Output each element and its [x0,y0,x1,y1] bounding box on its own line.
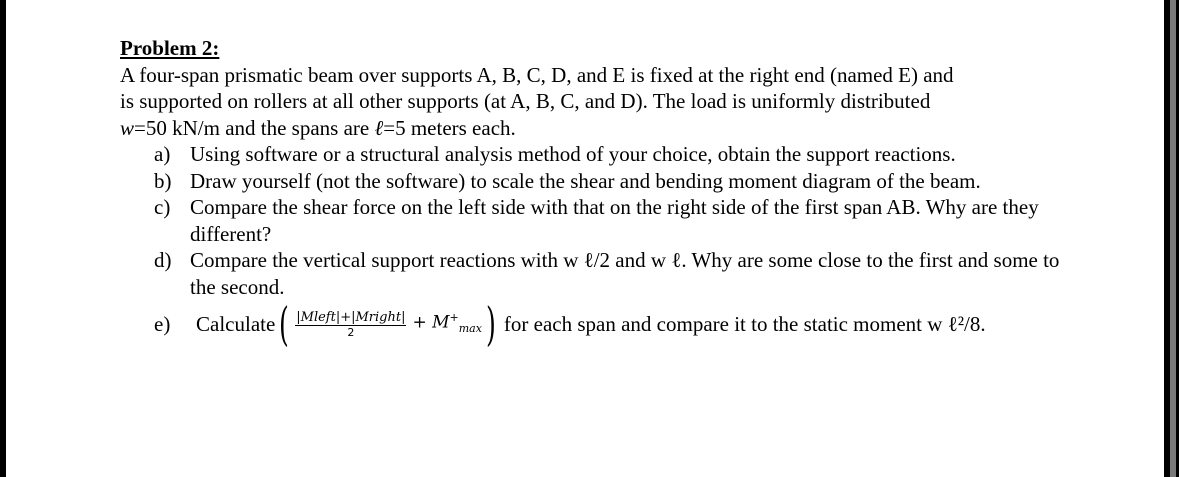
left-paren-symbol: ( [279,297,290,351]
question-label: a) [154,142,171,166]
plus-sub: max [458,322,482,336]
problem-intro-line-2: is supported on rollers at all other supports (at A, B, C, and D). The load is uniformly distributed [120,89,931,113]
question-item-e [120,297,1070,351]
problem-title: Problem 2: [120,36,220,60]
fraction-numerator: |Mleft|+|Mright| [296,309,406,325]
question-text: Compare the vertical support reactions with w ℓ/2 and w ℓ. Why are some close to the first and some to the second. [190,248,1060,299]
plus-term: + M [412,312,450,333]
question-text-suffix: for each span and compare it to the static moment w ℓ²/8. [503,311,986,336]
question-text-prefix: Calculate [196,311,276,336]
fraction-denominator: 2 [347,325,355,339]
question-item-c [120,194,1070,247]
question-text: Compare the shear force on the left side with that on the right side of the first span AB. Why are they different? [190,195,1039,246]
question-text: Using software or a structural analysis method of your choice, obtain the support reactions. [190,142,956,166]
question-label: c) [154,195,171,219]
window-right-edge [1164,0,1179,477]
plus-sup: + [449,311,459,325]
question-text: Draw yourself (not the software) to scale the shear and bending moment diagram of the beam. [190,168,981,193]
question-label: e) [154,311,171,336]
max-positive-moment [412,305,481,343]
question-item-a [120,141,1070,168]
problem-intro-line-1: A four-span prismatic beam over supports A, B, C, D, and E is fixed at the right end (named E) and [120,62,954,87]
window-left-edge [0,0,6,477]
scrollbar-track[interactable] [1170,0,1176,477]
problem-document [120,35,1070,351]
question-label: b) [154,168,172,193]
problem-intro-line-3 [120,115,1070,142]
question-list [120,141,1070,300]
question-item-b [120,168,1070,195]
question-label: d) [154,248,172,272]
average-moment-fraction [295,310,406,339]
span-length-text: =5 meters each. [383,115,516,140]
load-text: =50 kN/m and the spans are [134,115,375,140]
load-symbol: w [120,115,135,140]
span-length-symbol: ℓ [374,115,384,140]
right-paren-symbol: ) [485,297,496,351]
question-item-d [120,247,1070,300]
